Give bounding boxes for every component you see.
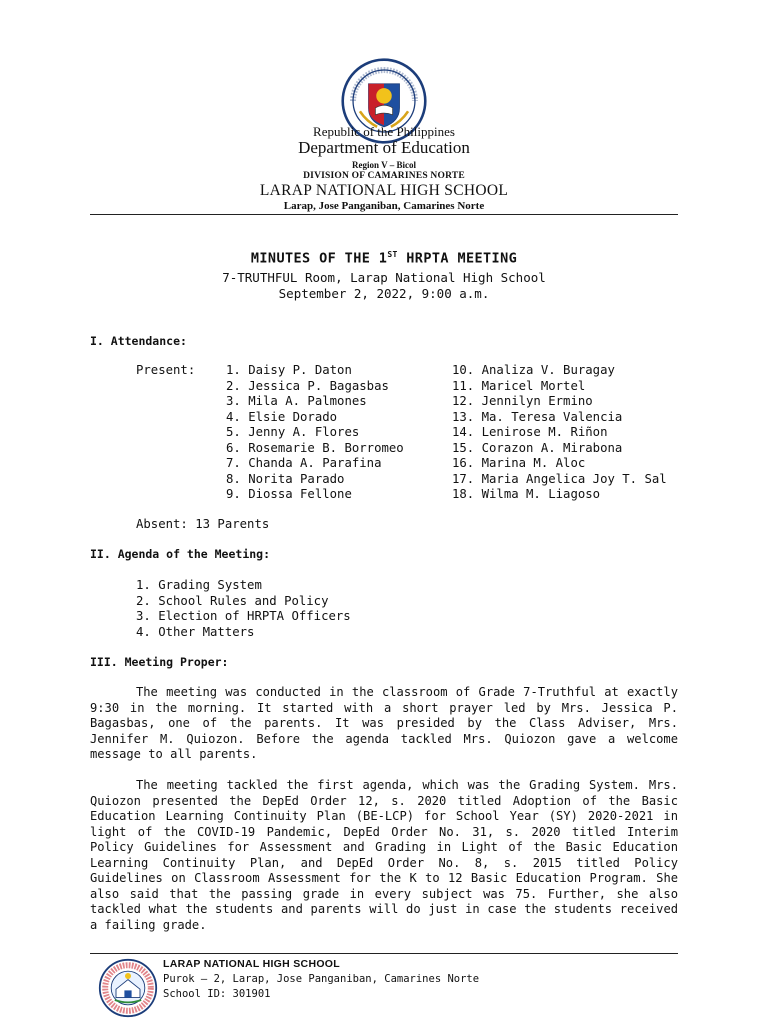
document-title: MINUTES OF THE 1ST HRPTA MEETING [250, 250, 518, 267]
attendance-heading: I. Attendance: [90, 334, 187, 348]
meeting-venue: 7-TRUTHFUL Room, Larap National High School [222, 270, 546, 285]
attendee-item: 10. Analiza V. Buragay [452, 363, 615, 377]
attendee-item: 2. Jessica P. Bagasbas [226, 378, 389, 393]
absent-line: Absent: 13 Parents [136, 517, 270, 531]
title-superscript: ST [387, 250, 398, 259]
attendee-item: 14. Lenirose M. Riñon [452, 425, 608, 439]
attendee-item: 12. Jennilyn Ermino [452, 394, 593, 408]
meeting-datetime: September 2, 2022, 9:00 a.m. [278, 286, 490, 301]
footer-address: Purok – 2, Larap, Jose Panganiban, Camarines Norte [163, 973, 480, 985]
attendee-item: 3. Mila A. Palmones [226, 394, 367, 408]
attendee-item: 7. Chanda A. Parafina [226, 456, 382, 470]
attendee-item: 18. Wilma M. Liagoso [452, 487, 601, 501]
present-list-column-1 [226, 363, 404, 503]
region-label: Region V – Bicol [352, 160, 416, 170]
attendee-item: 9. Diossa Fellone [226, 487, 352, 501]
school-logo [98, 958, 158, 1018]
minutes-paragraph-2: The meeting tackled the first agenda, which was the Grading System. Mrs. Quiozon presented the DepEd Order 12, s. 2020 titled Adoption of the Basic Education Learning Continuity Plan (BE-LCP) for School Year (SY) 2020-2021 in light of the COVID-19 Pandemic, DepEd Order No. 31, s. 2020 titled Interim Policy Guidelines for Assessment and Grading in Light of the Basic Education Learning Continuity Plan, and DepEd Order No. 8, s. 2015 titled Policy Guidelines on Classroom Assessment for the K to 12 Basic Education Program. She also said that the passing grade in every subject was 75. Further, she also tackled what the students and parents will do just in case the students received a failing grade. [90, 778, 678, 932]
attendee-item: 5. Jenny A. Flores [226, 425, 360, 439]
minutes-paragraph-1: The meeting was conducted in the classroom of Grade 7-Truthful at exactly 9:30 in the morning. It started with a short prayer led by Mrs. Jessica P. Bagasbas, one of the parents. It was presided by the Class Adviser, Mrs. Jennifer M. Quiozon. Before the agenda tackled Mrs. Quiozon gave a welcome message to all parents. [90, 685, 678, 761]
attendee-item: 6. Rosemarie B. Borromeo [226, 440, 404, 455]
footer-school-name: LARAP NATIONAL HIGH SCHOOL [163, 958, 340, 970]
republic-label: Republic of the Philippines [313, 124, 455, 139]
present-label: Present: [136, 363, 196, 377]
attendee-item: 1. Daisy P. Daton [226, 363, 352, 377]
footer-school-id: School ID: 301901 [163, 988, 271, 1000]
attendee-item: 15. Corazon A. Mirabona [452, 440, 623, 455]
agenda-item: 4. Other Matters [136, 624, 255, 639]
present-list-column-2 [452, 363, 667, 503]
attendee-item: 4. Elsie Dorado [226, 409, 338, 424]
header-divider [90, 214, 678, 215]
department-name: Department of Education [298, 138, 470, 157]
agenda-item: 2. School Rules and Policy [136, 593, 329, 608]
footer-divider [90, 953, 678, 954]
division-label: DIVISION OF CAMARINES NORTE [303, 171, 465, 181]
attendee-item: 16. Marina M. Aloc [452, 456, 586, 470]
agenda-item: 1. Grading System [136, 578, 262, 592]
attendee-item: 17. Maria Angelica Joy T. Sal [452, 471, 667, 486]
agenda-heading: II. Agenda of the Meeting: [90, 547, 271, 561]
attendee-item: 11. Maricel Mortel [452, 378, 586, 393]
school-address: Larap, Jose Panganiban, Camarines Norte [283, 200, 485, 212]
school-name: LARAP NATIONAL HIGH SCHOOL [259, 182, 509, 199]
attendee-item: 13. Ma. Teresa Valencia [452, 409, 623, 424]
meeting-proper-heading: III. Meeting Proper: [90, 655, 229, 669]
agenda-list [136, 578, 351, 640]
attendee-item: 8. Norita Parado [226, 471, 345, 486]
agenda-item: 3. Election of HRPTA Officers [136, 609, 351, 623]
